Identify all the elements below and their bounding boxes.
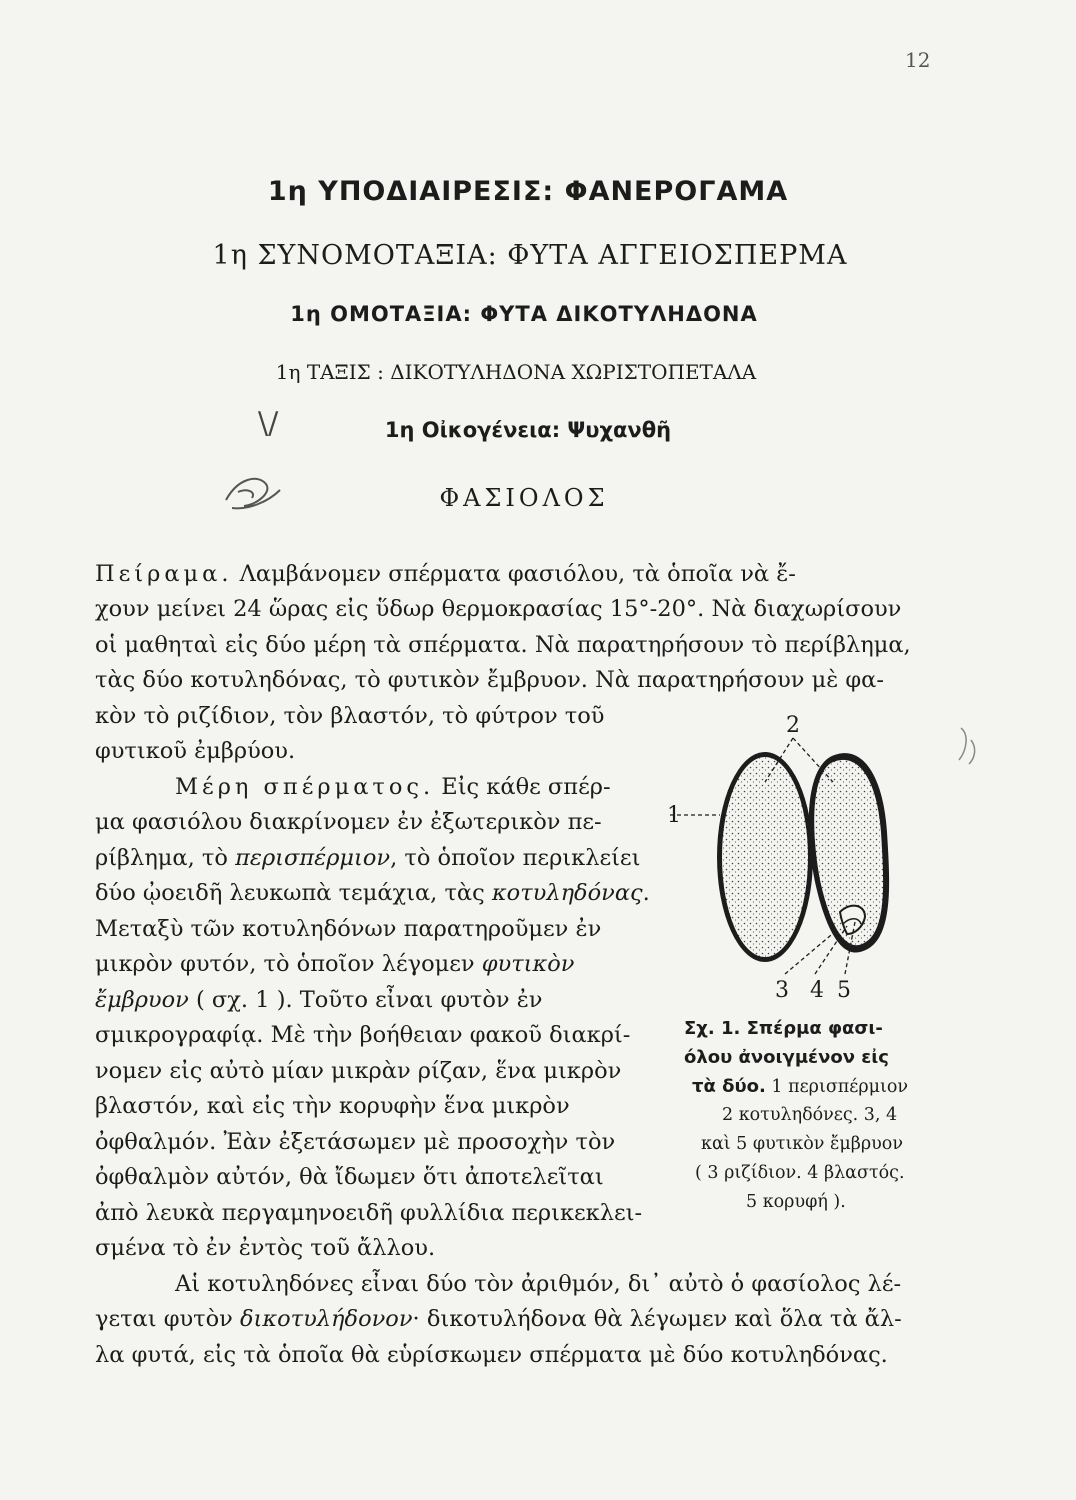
figure-label-2: 2 bbox=[786, 713, 800, 738]
paragraph-line: ἔμβρυον ( σχ. 1 ). Τοῦτο εἶναι φυτὸν ἐν bbox=[95, 987, 543, 1013]
heading-class: 1η ΟΜΟΤΑΞΙΑ: ΦΥΤΑ ΔΙΚΟΤΥΛΗΔΟΝΑ bbox=[290, 302, 758, 326]
paragraph-line: σμένα τὸ ἐν ἐντὸς τοῦ ἄλλου. bbox=[95, 1235, 436, 1261]
paragraph-line: Μέρη σπέρματος. Εἰς κάθε σπέρ- bbox=[175, 774, 611, 800]
cotyledon-right bbox=[809, 753, 889, 952]
figure-label-1: 1 bbox=[667, 803, 681, 828]
section-label-seed-parts: Μέρη σπέρματος. bbox=[175, 774, 435, 800]
paragraph-line: νομεν εἰς αὐτὸ μίαν μικρὰν ρίζαν, ἕνα μικρὸν bbox=[95, 1058, 622, 1084]
paragraph-line: μα φασιόλου διακρίνομεν ἐν ἐξωτερικὸν πε- bbox=[95, 809, 602, 835]
paragraph-line: Μεταξὺ τῶν κοτυληδόνων παρατηροῦμεν ἐν bbox=[95, 916, 602, 942]
figure-caption-line: Σχ. 1. Σπέρμα φασι- bbox=[684, 1018, 883, 1039]
paragraph-line: ἀπὸ λευκὰ περγαμηνοειδῆ φυλλίδια περικεκλει- bbox=[95, 1200, 643, 1226]
figure-caption-line: τὰ δύο. 1 περισπέρμιον bbox=[692, 1076, 909, 1097]
heading-family: 1η Οἰκογένεια: Ψυχανθῆ bbox=[384, 418, 672, 442]
figure-caption-line: 2 κοτυληδόνες. 3, 4 bbox=[722, 1105, 898, 1125]
figure-caption-line: καὶ 5 φυτικὸν ἔμβρυον bbox=[701, 1134, 903, 1154]
heading-phylum: 1η ΣΥΝΟΜΟΤΑΞΙΑ: ΦΥΤΑ ΑΓΓΕΙΟΣΠΕΡΜΑ bbox=[212, 240, 848, 271]
paragraph-line: Πείραμα. Λαμβάνομεν σπέρματα φασιόλου, τὰ ὁποῖα νὰ ἔ- bbox=[95, 561, 796, 587]
handwritten-tick-mark: \/ bbox=[258, 406, 279, 441]
paragraph-line: κὸν τὸ ριζίδιον, τὸν βλαστόν, τὸ φύτρον τοῦ bbox=[95, 703, 605, 729]
paragraph-line: λα φυτά, εἰς τὰ ὁποῖα θὰ εὑρίσκωμεν σπέρματα μὲ δύο κοτυληδόνας. bbox=[95, 1342, 888, 1368]
bean-seed-figure bbox=[665, 712, 965, 1002]
figure-label-5: 5 bbox=[837, 978, 851, 1002]
figure-label-3: 3 bbox=[775, 978, 789, 1002]
heading-order: 1η ΤΑΞΙΣ : ΔΙΚΟΤΥΛΗΔΟΝΑ ΧΩΡΙΣΤΟΠΕΤΑΛΑ bbox=[275, 360, 757, 384]
margin-pencil-mark-icon bbox=[955, 720, 985, 770]
section-label-experiment: Πείραμα. bbox=[95, 561, 233, 587]
cotyledon-left bbox=[717, 752, 813, 962]
paragraph-line: γεται φυτὸν δικοτυλήδονον· δικοτυλήδονα θὰ λέγωμεν καὶ ὅλα τὰ ἄλ- bbox=[95, 1306, 902, 1332]
figure-caption-line: ( 3 ριζίδιον. 4 βλαστός. bbox=[695, 1163, 905, 1183]
heading-subdivision: 1η ΥΠΟΔΙΑΙΡΕΣΙΣ: ΦΑΝΕΡΟΓΑΜΑ bbox=[267, 176, 789, 207]
paragraph-line: τὰς δύο κοτυληδόνας, τὸ φυτικὸν ἔμβρυον. Νὰ παρατηρήσουν μὲ φα- bbox=[95, 667, 884, 693]
paragraph-line: ὀφθαλμὸν αὐτόν, θὰ ἴδωμεν ὅτι ἀποτελεῖται bbox=[95, 1164, 604, 1190]
paragraph-line: βλαστόν, καὶ εἰς τὴν κορυφὴν ἕνα μικρὸν bbox=[95, 1093, 570, 1119]
paragraph-line: ὀφθαλμόν. Ἐὰν ἐξετάσωμεν μὲ προσοχὴν τὸν bbox=[95, 1129, 616, 1155]
paragraph-line: χουν μείνει 24 ὥρας εἰς ὕδωρ θερμοκρασίας 15°-20°. Νὰ διαχωρίσουν bbox=[95, 596, 902, 622]
heading-topic: ΦΑΣΙΟΛΟΣ bbox=[439, 484, 609, 512]
page-number: 12 bbox=[905, 48, 931, 72]
paragraph-line: ρίβλημα, τὸ περισπέρμιον, τὸ ὁποῖον περικλείει bbox=[95, 845, 641, 871]
paragraph-line: οἱ μαθηταὶ εἰς δύο μέρη τὰ σπέρματα. Νὰ παρατηρήσουν τὸ περίβλημα, bbox=[95, 632, 911, 658]
paragraph-line: φυτικοῦ ἐμβρύου. bbox=[95, 738, 296, 764]
figure-caption-line: όλου ἀνοιγμένον εἰς bbox=[684, 1047, 889, 1068]
figure-label-4: 4 bbox=[810, 978, 824, 1002]
paragraph-line: μικρὸν φυτόν, τὸ ὁποῖον λέγομεν φυτικὸν bbox=[95, 951, 575, 977]
paragraph-line: Αἱ κοτυληδόνες εἶναι δύο τὸν ἀριθμόν, δι᾽ αὐτὸ ὁ φασίολος λέ- bbox=[175, 1271, 902, 1297]
paragraph-line: σμικρογραφίᾳ. Μὲ τὴν βοήθειαν φακοῦ διακρί- bbox=[95, 1022, 631, 1048]
figure-caption-line: 5 κορυφή ). bbox=[746, 1192, 846, 1212]
paragraph-line: δύο ᾠοειδῆ λευκωπὰ τεμάχια, τὰς κοτυληδόνας. bbox=[95, 880, 650, 906]
